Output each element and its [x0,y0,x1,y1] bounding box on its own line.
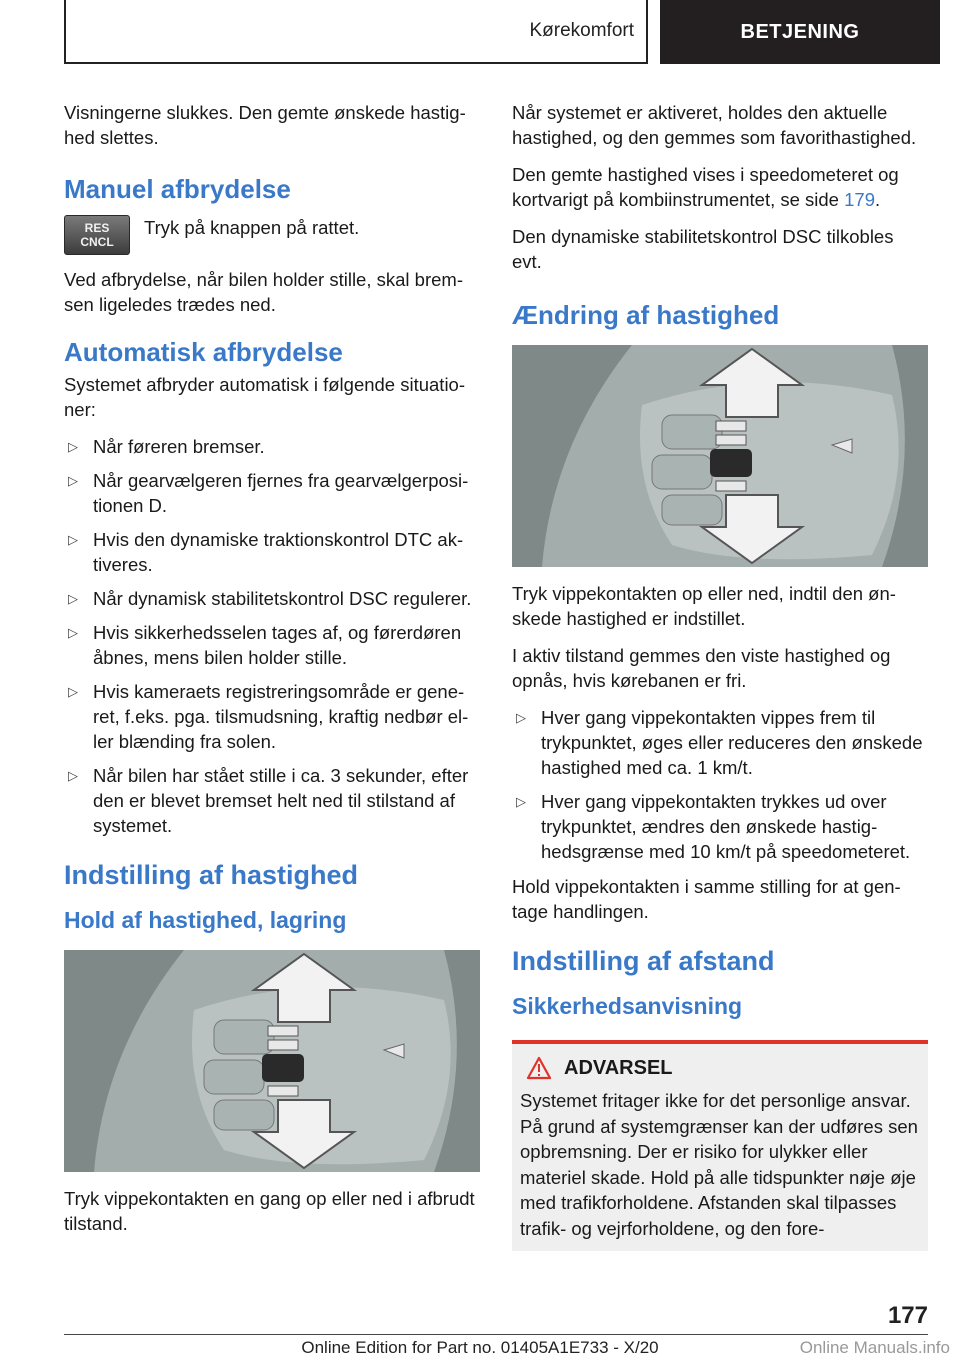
list-item: ▷ Når føreren bremser. [68,436,265,457]
warning-text: Systemet fritager ikke for det personlige ansvar. På grund af systemgrænser kan der udføres sen opbremsning. Der er risiko for ulykker eller materiel skade. Hold på alle tidspunkter nøje øje med trafikforholdene. Afstanden skal tilpasses trafik- og vejrforholdene, og den fore- [520,1090,918,1239]
change-speed-list [512,705,928,864]
auto-cancel-text: Systemet afbryder automatisk i følgende situationer: [64,374,466,420]
dsc-paragraph: Den dynamiske stabilitetskontrol DSC tilkobles evt. [512,226,894,272]
running-header-chapter [660,0,940,64]
change-speed-text: Tryk vippekontakten op eller ned, indtil den ønskede hastighed er indstillet. [512,583,896,629]
list-item: ▷ Når gearvælgeren fjernes fra gearvælgerpositionen D. [68,470,469,516]
list-item: ▷ Hver gang vippekontakten vippes frem til trykpunktet, øges eller reduceres den ønskede hastighed med ca. 1 km/t. [516,707,923,778]
safety-heading: Sikkerhedsanvisning [512,993,743,1019]
left-column [64,100,480,1248]
warning-box [512,1040,928,1251]
auto-cancel-heading: Automatisk afbrydelse [64,337,343,367]
triangle-bullet-icon: ▷ [516,794,526,809]
running-header-section [64,0,648,64]
footer-edition: Online Edition for Part no. 01405A1E733 - X/20 [301,1338,659,1357]
header-chapter-label: BETJENING [740,20,860,43]
list-item: ▷ Hvis den dynamiske traktionskontrol DTC aktiveres. [68,529,464,575]
hold-speed-text: Tryk vippekontakten en gang op eller ned i afbrudt tilstand. [64,1188,475,1234]
triangle-bullet-icon: ▷ [516,710,526,725]
activated-paragraph: Når systemet er aktiveret, holdes den aktuelle hastighed, og den gemmes som favorithastighed. [512,102,917,148]
list-item: ▷ Når bilen har stået stille i ca. 3 sekunder, efter den er blevet bremset helt ned til stilstand af systemet. [68,765,469,836]
hold-speed-heading: Hold af hastighed, lagring [64,907,347,933]
triangle-bullet-icon: ▷ [68,591,78,606]
res-label: RES [84,221,110,235]
list-item: ▷ Hvis kameraets registreringsområde er generet, f.eks. pga. tilsmudsning, kraftig nedbør eller blænding fra solen. [68,681,469,752]
steering-wheel-rocker-image-2 [512,345,928,567]
triangle-bullet-icon: ▷ [68,768,78,783]
list-item: ▷ Hver gang vippekontakten trykkes ud over trykpunktet, ændres den ønskede hastighedsgrænse med 10 km/t på speedometeret. [516,791,911,862]
cncl-label: CNCL [80,235,114,249]
triangle-bullet-icon: ▷ [68,473,78,488]
triangle-bullet-icon: ▷ [68,532,78,547]
triangle-bullet-icon: ▷ [68,439,78,454]
manual-cancel-text: Tryk på knappen på rattet. [144,217,360,238]
set-speed-heading: Indstilling af hastighed [64,860,359,890]
manual-cancel-heading: Manuel afbrydelse [64,174,291,204]
triangle-bullet-icon: ▷ [68,684,78,699]
active-state-text: I aktiv tilstand gemmes den viste hastighed og opnås, hvis kørebanen er fri. [512,645,891,691]
watermark-logo: Online Manuals.info [799,1338,950,1357]
change-speed-heading: Ændring af hastighed [512,300,780,330]
header-section-label: Kørekomfort [529,20,634,41]
warning-title [520,1056,922,1080]
warning-triangle-icon [526,1056,552,1080]
warning-label: ADVARSEL [564,1056,673,1079]
res-cncl-row [64,215,480,255]
list-item: ▷ Hvis sikkerhedsselen tages af, og førerdøren åbnes, mens bilen holder stille. [68,622,462,668]
res-cncl-button-icon [64,215,130,255]
page-number: 177 [887,1302,928,1329]
triangle-bullet-icon: ▷ [68,625,78,640]
intro-paragraph: Visningerne slukkes. Den gemte ønskede hastighed slettes. [64,102,466,148]
right-column [512,100,928,1251]
footer-divider [64,1334,928,1335]
page-reference-link[interactable]: 179 [844,189,875,210]
manual-cancel-text-2: Ved afbrydelse, når bilen holder stille, skal bremsen ligeledes trædes ned. [64,269,463,315]
stored-speed-paragraph: Den gemte hastighed vises i speedometeret og kortvarigt på kombiinstrumentet, se side 179. [512,164,899,210]
set-distance-heading: Indstilling af afstand [512,946,775,976]
steering-wheel-rocker-image [64,950,480,1172]
list-item: ▷ Når dynamisk stabilitetskontrol DSC regulerer. [68,588,472,609]
repeat-action-text: Hold vippekontakten i samme stilling for at gentage handlingen. [512,876,901,922]
auto-cancel-list [64,434,480,838]
